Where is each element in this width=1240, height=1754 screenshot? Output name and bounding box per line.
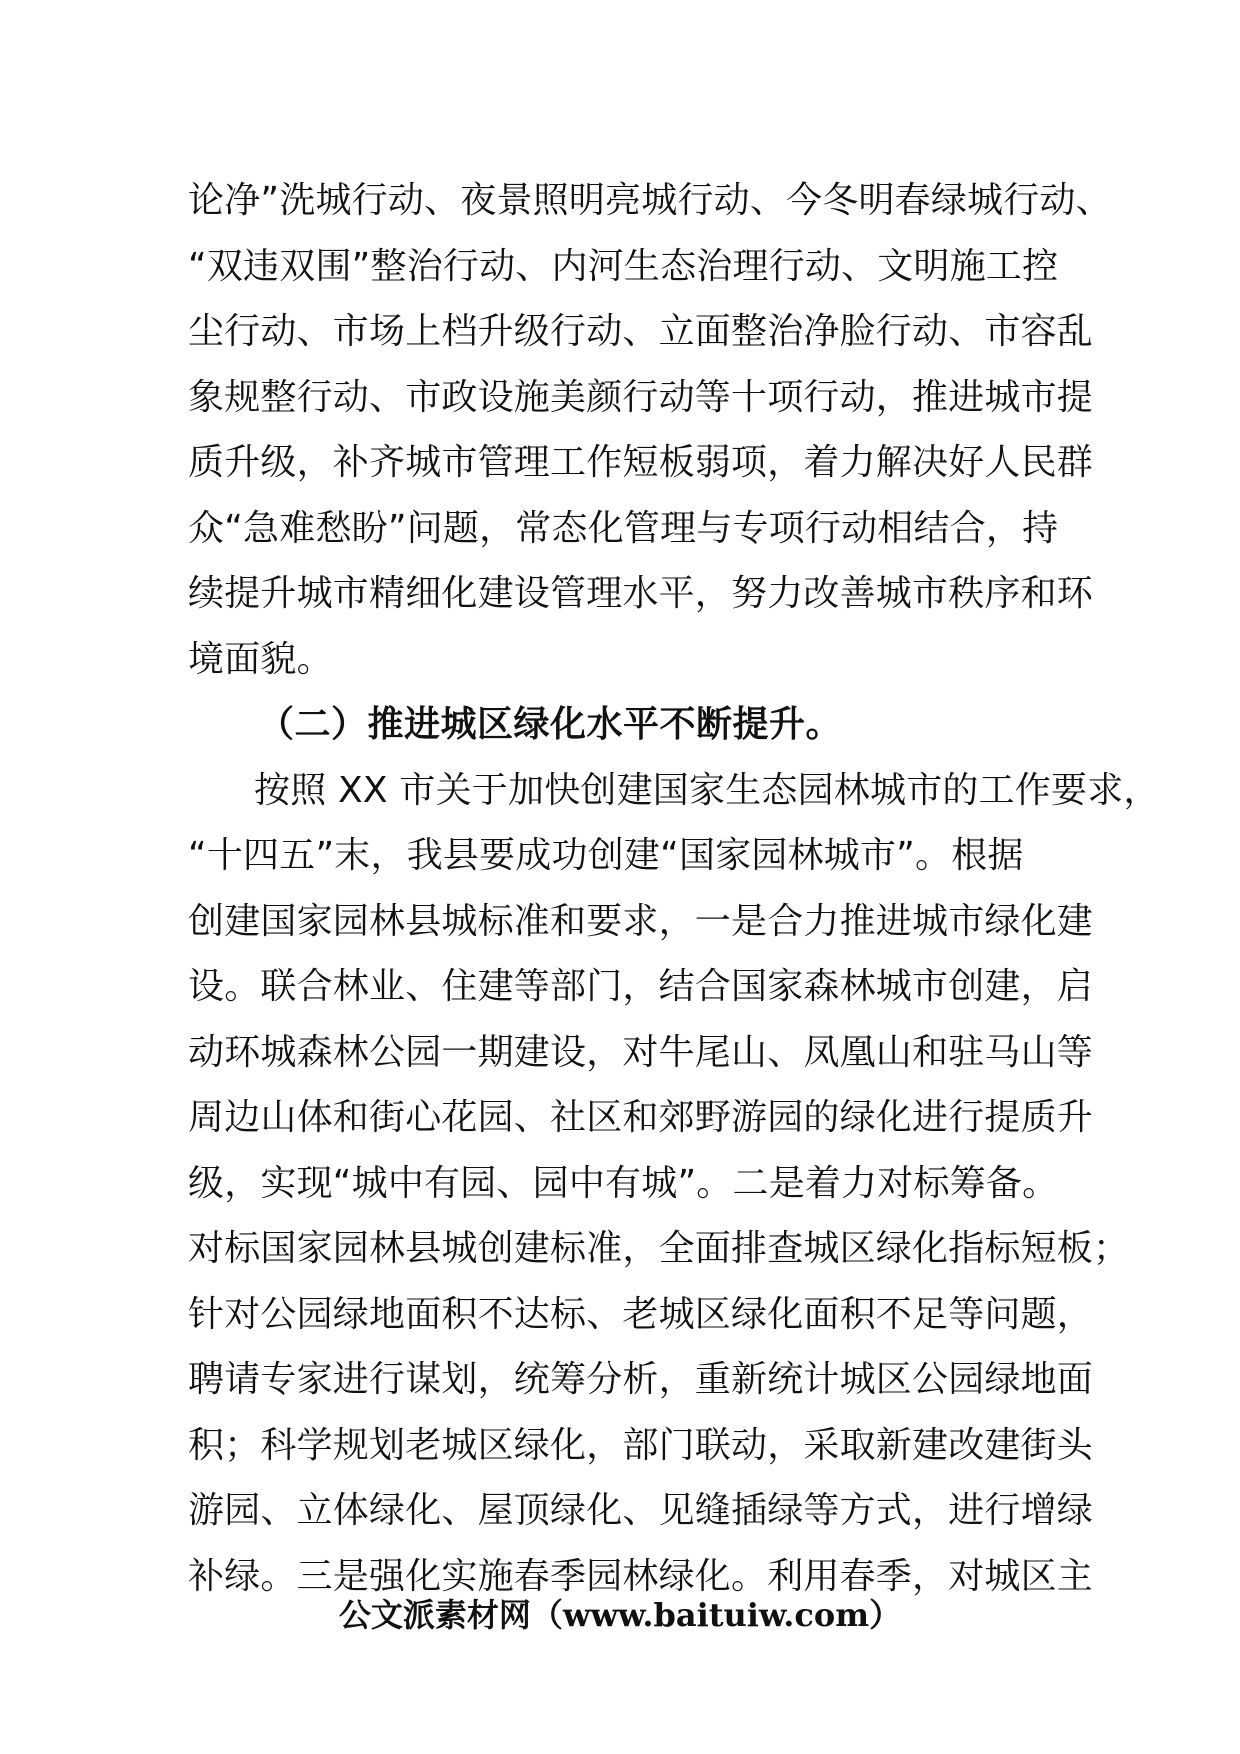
body-line: 论净”洗城行动、夜景照明亮城行动、今冬明春绿城行动、 — [188, 180, 1112, 221]
body-line: 众“急难愁盼”问题，常态化管理与专项行动相结合，持 — [188, 507, 1059, 549]
body-line: 积；科学规划老城区绿化，部门联动，采取新建改建街头 — [188, 1424, 1094, 1466]
body-line: “十四五”末，我县要成功创建“国家园林城市”。根据 — [188, 835, 1024, 876]
body-line: 象规整行动、市政设施美颜行动等十项行动，推进城市提 — [188, 376, 1094, 418]
body-line: 级，实现“城中有园、园中有城”。二是着力对标筹备。 — [188, 1162, 1059, 1204]
footer-watermark: 公文派素材网（www.baituiw.com） — [338, 1596, 902, 1634]
body-line: “双违双围”整治行动、内河生态治理行动、文明施工控 — [188, 245, 1059, 287]
body-line: 聘请专家进行谋划，统筹分析，重新统计城区公园绿地面 — [188, 1359, 1094, 1400]
document-body — [188, 168, 1160, 1609]
body-line: 对标国家园林县城创建标准，全面排查城区绿化指标短板； — [188, 1228, 1130, 1269]
body-line: 补绿。三是强化实施春季园林绿化。利用春季，对城区主 — [188, 1555, 1094, 1597]
body-line: 设。联合林业、住建等部门，结合国家森林城市创建，启 — [188, 966, 1094, 1007]
body-line: 周边山体和街心花园、社区和郊野游园的绿化进行提质升 — [188, 1097, 1094, 1138]
body-line: 针对公园绿地面积不达标、老城区绿化面积不足等问题， — [188, 1293, 1094, 1335]
body-line: 尘行动、市场上档升级行动、立面整治净脸行动、市容乱 — [188, 311, 1094, 352]
paragraph-first-line: 按照 XX 市关于加快创建国家生态园林城市的工作要求， — [254, 769, 1160, 811]
body-line: 续提升城市精细化建设管理水平，努力改善城市秩序和环 — [188, 573, 1094, 614]
body-line: 境面貌。 — [188, 638, 333, 680]
body-line: 游园、立体绿化、屋顶绿化、见缝插绿等方式，进行增绿 — [188, 1490, 1094, 1531]
body-line: 质升级，补齐城市管理工作短板弱项，着力解决好人民群 — [188, 442, 1094, 483]
body-line: 动环城森林公园一期建设，对牛尾山、凤凰山和驻马山等 — [188, 1031, 1094, 1073]
body-line: 创建国家园林县城标准和要求，一是合力推进城市绿化建 — [188, 900, 1094, 942]
section-heading: （二）推进城区绿化水平不断提升。 — [258, 704, 843, 745]
